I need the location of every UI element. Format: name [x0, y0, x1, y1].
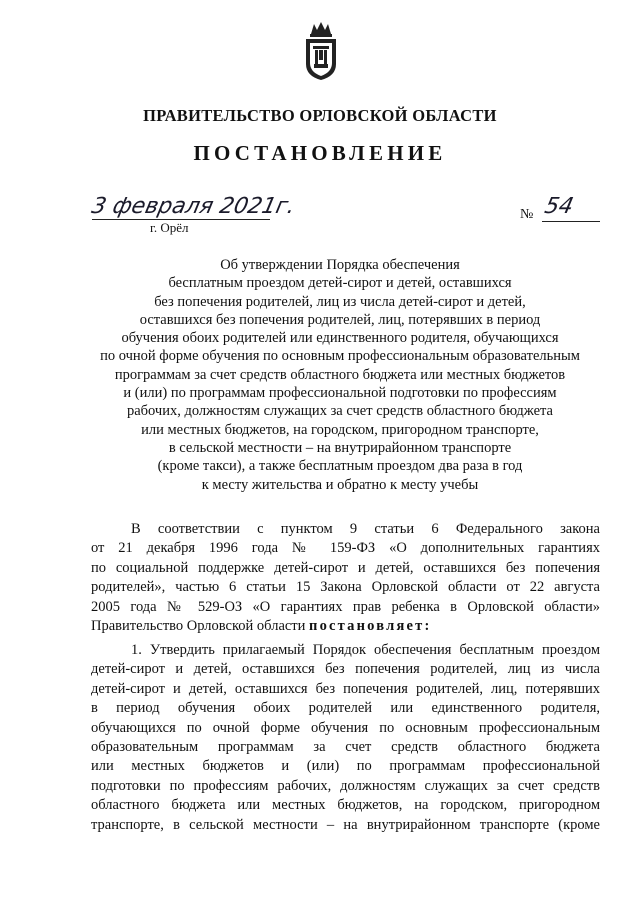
- paragraph-line: образовательным программам за счет средств областного бюджета: [91, 739, 600, 756]
- title-line: по очной форме обучения по основным профессиональным образовательным: [100, 348, 580, 365]
- number-underline: [542, 221, 600, 222]
- paragraph-line: транспорте, в сельской местности – на внутрирайонном транспорте (кроме: [91, 816, 600, 833]
- decree-title: [60, 256, 620, 494]
- title-line: к месту жительства и обратно к месту учебы: [201, 476, 479, 493]
- preamble-paragraph: [91, 520, 600, 636]
- title-line: без попечения родителей, лиц из числа детей-сирот и детей,: [154, 293, 526, 310]
- paragraph-line: от 21 декабря 1996 года № 159-ФЗ «О дополнительных гарантиях: [91, 540, 600, 557]
- handwritten-date: 3 февраля 2021г.: [89, 194, 298, 219]
- paragraph-line: детей-сирот и детей, оставшихся без попечения родителей, лиц, потерявших: [91, 680, 600, 697]
- title-line: обучения обоих родителей или единственного родителя, обучающихся: [121, 330, 559, 347]
- resolution-subject: Правительство Орловской области: [91, 618, 310, 635]
- paragraph-line: областного бюджета или местных бюджетов, на городском, пригородном: [91, 797, 600, 814]
- resolution-verb: постановляет:: [309, 618, 432, 635]
- handwritten-number: 54: [542, 194, 576, 219]
- paragraph-line: родителей», частью 6 статьи 15 Закона Орловской области от 22 августа: [91, 579, 600, 596]
- government-title: ПРАВИТЕЛЬСТВО ОРЛОВСКОЙ ОБЛАСТИ: [143, 106, 497, 125]
- title-line: оставшихся без попечения родителей, лиц, потерявших в период: [139, 311, 541, 328]
- title-line: в сельской местности – на внутрирайонном транспорте: [168, 439, 512, 456]
- paragraph-line: 2005 года № 529-ОЗ «О гарантиях прав ребенка в Орловской области»: [91, 598, 600, 615]
- city-label: г. Орёл: [150, 220, 189, 235]
- paragraph-line: обучающихся по очной форме обучения по основным профессиональным: [91, 719, 600, 736]
- paragraph-line: 1. Утвердить прилагаемый Порядок обеспечения бесплатным проездом: [131, 642, 600, 658]
- title-line: или местных бюджетов, на городском, пригородном транспорте,: [141, 421, 539, 438]
- paragraph-line: или местных бюджетов и (или) по программам профессиональной: [91, 758, 600, 775]
- coat-of-arms-emblem: [300, 20, 342, 82]
- title-line: и (или) по программам профессиональной подготовки по профессиям: [123, 385, 557, 402]
- number-sign: №: [520, 207, 534, 222]
- title-line: Об утверждении Порядка обеспечения: [220, 257, 460, 273]
- title-line: программам за счет средств областного бюджета или местных бюджетов: [114, 366, 566, 383]
- title-line: бесплатным проездом детей-сирот и детей, оставшихся: [168, 275, 512, 292]
- paragraph-line: детей-сирот и детей, оставшихся без попечения родителей, лиц из числа: [91, 661, 600, 678]
- paragraph-line: по социальной поддержке детей-сирот и детей, оставшихся без попечения: [91, 559, 600, 576]
- title-line: рабочих, должностям служащих за счет средств областного бюджета: [126, 403, 553, 420]
- document-type-heading: ПОСТАНОВЛЕНИЕ: [193, 141, 447, 165]
- paragraph-line: В соответствии с пунктом 9 статьи 6 Федерального закона: [131, 521, 600, 537]
- title-line: (кроме такси), а также бесплатным проездом два раза в год: [157, 458, 523, 475]
- paragraph-line: подготовки по профессиям рабочих, должностям служащих за счет средств: [91, 777, 600, 794]
- paragraph-line: [91, 617, 600, 636]
- paragraph-line: в период обучения обоих родителей или единственного родителя,: [91, 700, 600, 717]
- item-1-paragraph: [91, 641, 600, 835]
